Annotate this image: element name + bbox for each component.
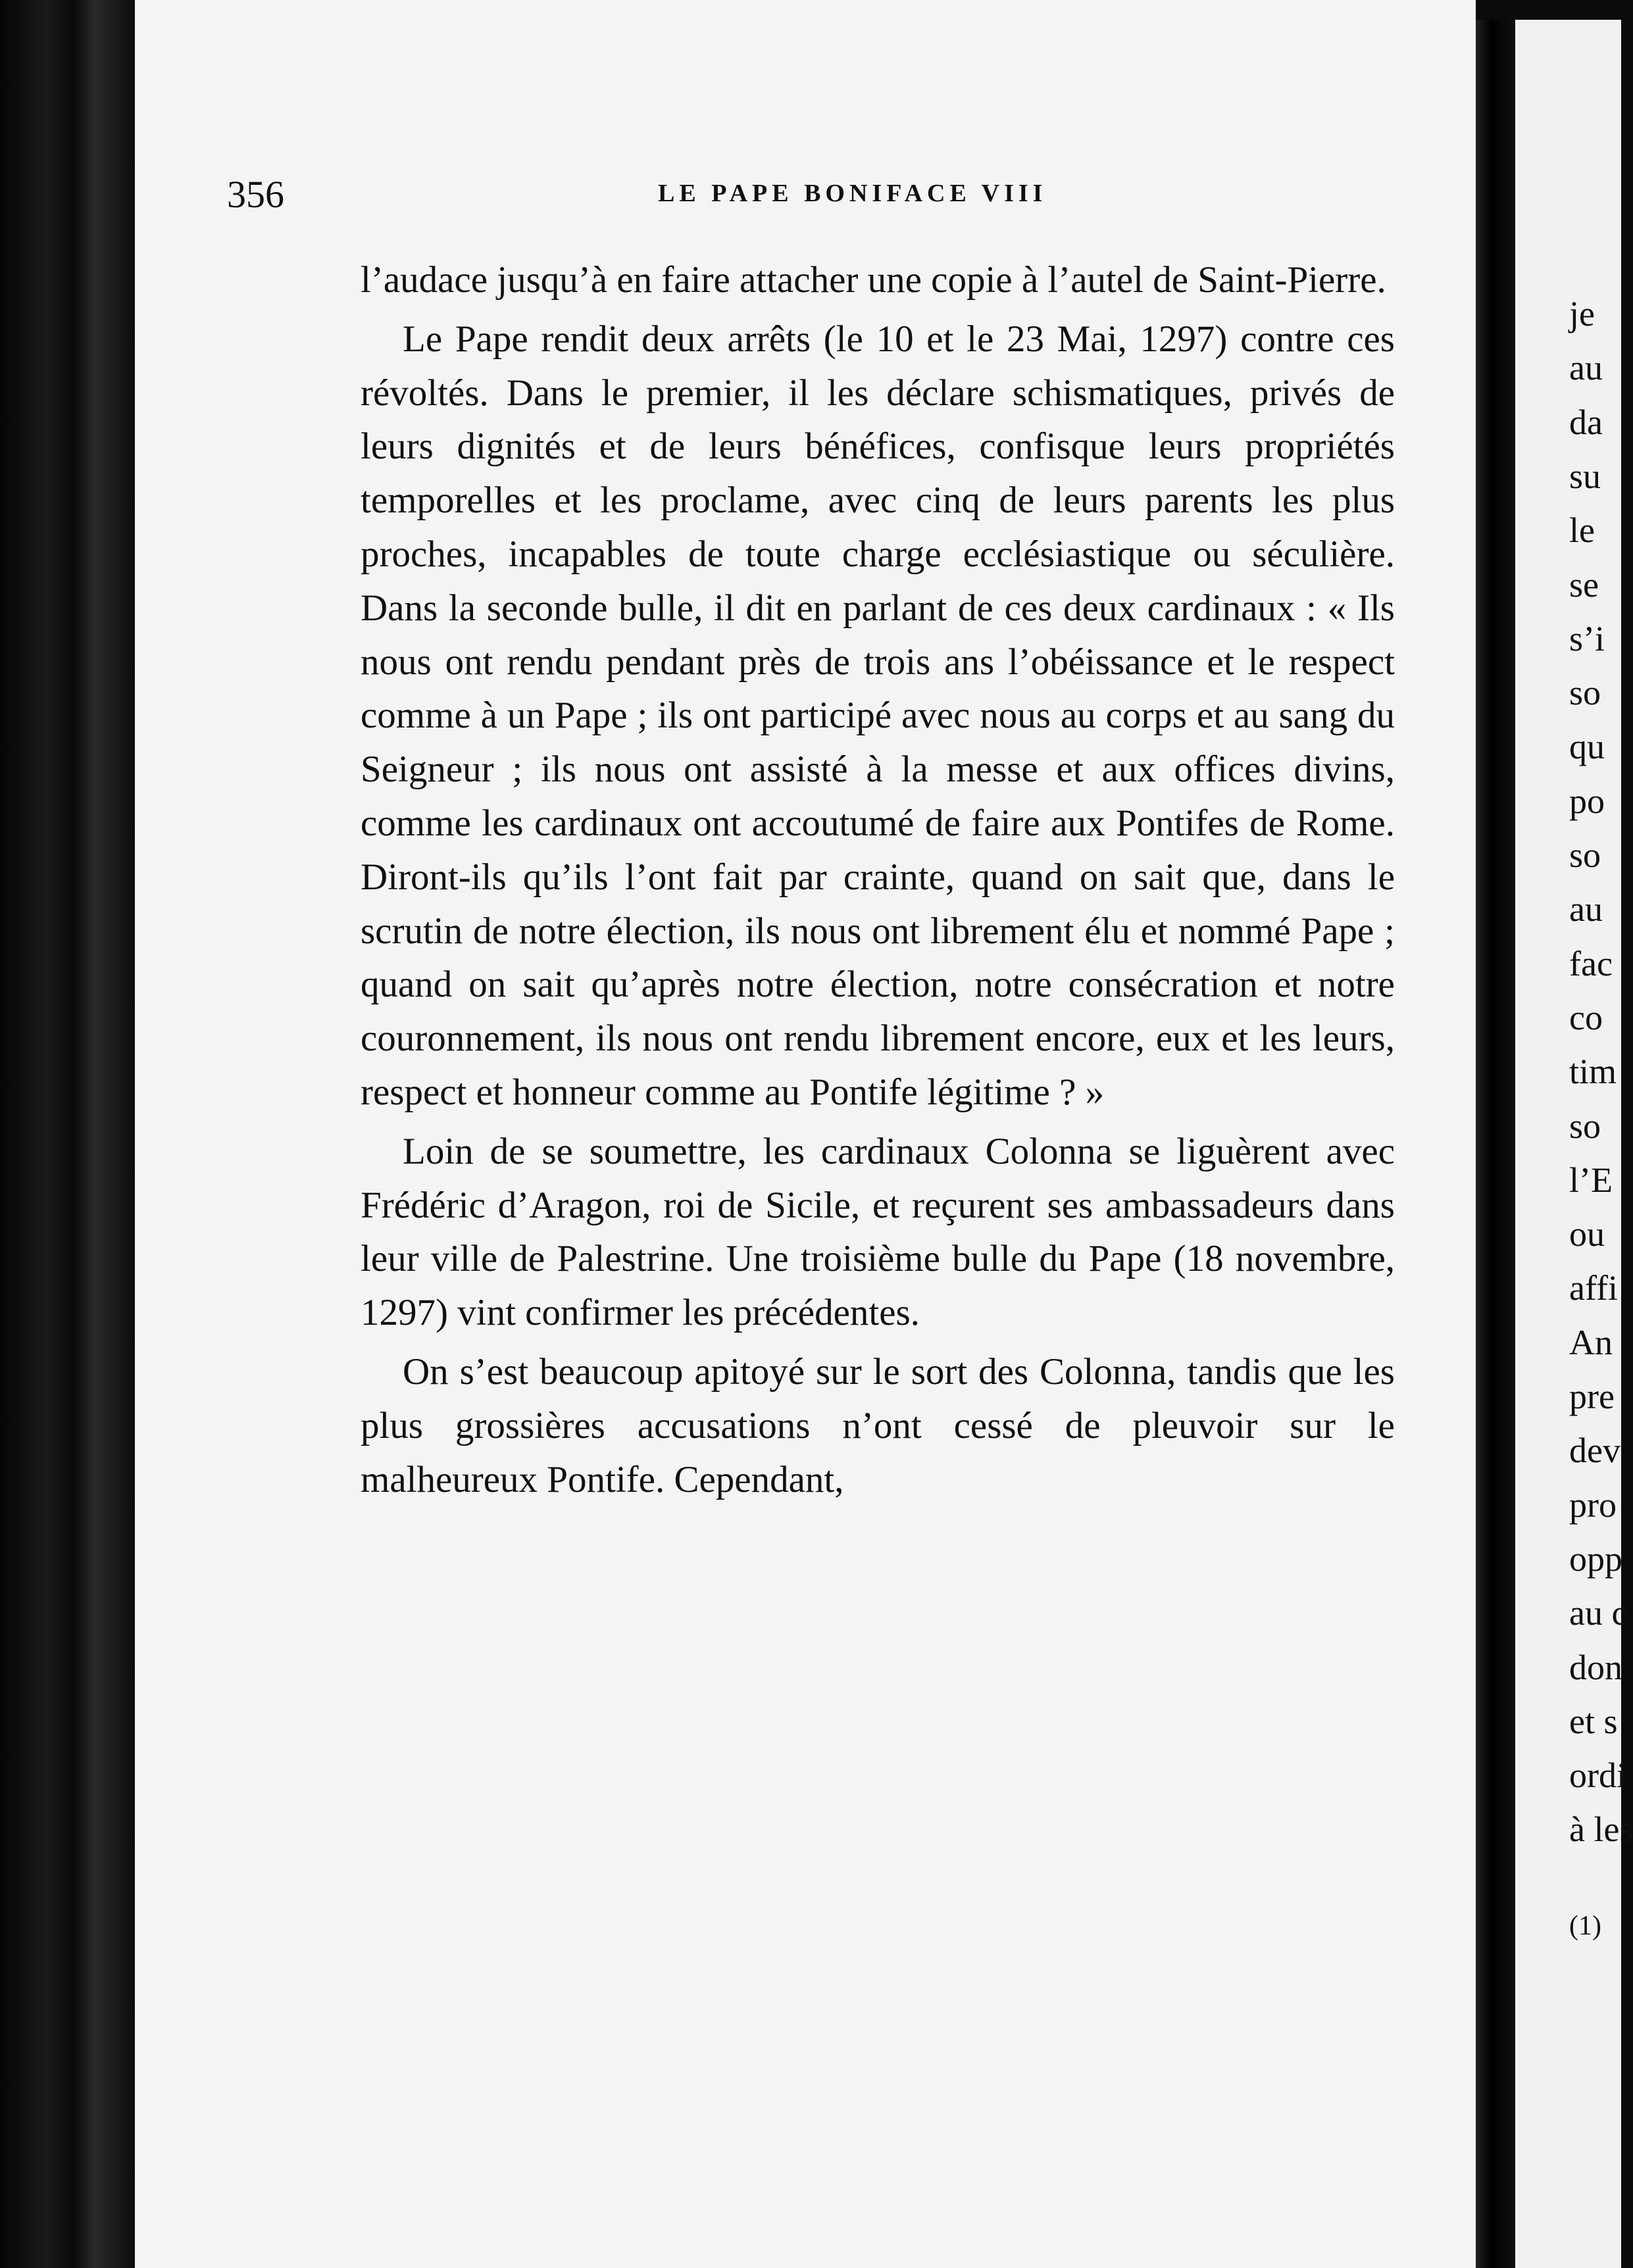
adjacent-page-line: so	[1569, 1106, 1601, 1146]
adjacent-page-line: s’i	[1569, 618, 1605, 658]
adjacent-page-line: pro	[1569, 1485, 1617, 1525]
book-binding-gutter	[0, 0, 135, 2268]
adjacent-page-line: l’E	[1569, 1160, 1613, 1200]
adjacent-page-line: à les	[1569, 1810, 1633, 1850]
adjacent-page-line: po	[1569, 781, 1605, 821]
paragraph-3: Loin de se soumettre, les cardinaux Colonna se liguèrent avec Frédéric d’Aragon, roi de Sicile, et reçurent ses ambassadeurs dans leur ville de Palestrine. Une troisième bulle du Pape (18 novembre, 1297) vint confirmer les précédentes.	[361, 1130, 1395, 1334]
body-text	[361, 253, 1395, 1512]
adjacent-page-line: dev	[1569, 1431, 1620, 1471]
adjacent-page-line: tim	[1569, 1052, 1617, 1092]
paragraph-2: Le Pape rendit deux arrêts (le 10 et le 23 Mai, 1297) contre ces révoltés. Dans le premier, il les déclare schismatiques, privés de leurs dignités et de leurs bénéfices, confisque leurs propriétés temporelles et les proclame, avec cinq de leurs parents les plus proches, incapables de toute charge ecclésiastique ou séculière. Dans la seconde bulle, il dit en parlant de ces deux cardinaux : « Ils nous ont rendu pendant près de trois ans l’obéissance et le respect comme à un Pape ; ils ont participé avec nous au corps et au sang du Seigneur ; ils nous ont assisté à la messe et aux offices divins, comme les cardinaux ont accoutumé de faire aux Pontifes de Rome. Diront-ils qu’ils l’ont fait par crainte, quand on sait que, dans le scrutin de notre élection, ils nous ont librement élu et nommé Pape ; quand on sait qu’après notre élection, notre consécration et notre couronnement, ils nous ont rendu librement encore, eux et les leurs, respect et honneur comme au Pontife légitime ? »	[361, 318, 1395, 1113]
adjacent-page-line: au	[1569, 889, 1603, 929]
adjacent-page-fragment	[1515, 20, 1633, 2268]
adjacent-page-line: su	[1569, 456, 1601, 496]
adjacent-page-line: je	[1569, 294, 1595, 333]
adjacent-page-line: (1)	[1569, 1910, 1601, 1941]
page-gap-shadow	[1476, 20, 1515, 2268]
adjacent-page-line: so	[1569, 673, 1601, 713]
adjacent-page-line: opp	[1569, 1539, 1622, 1579]
adjacent-page-line: pre	[1569, 1377, 1615, 1416]
adjacent-page-line: ordi	[1569, 1756, 1626, 1796]
adjacent-page-line: affi	[1569, 1268, 1618, 1308]
adjacent-page-line: co	[1569, 997, 1603, 1037]
adjacent-page-line: don	[1569, 1647, 1622, 1687]
adjacent-page-line: da	[1569, 402, 1603, 442]
running-title: LE PAPE BONIFACE VIII	[658, 180, 1047, 207]
adjacent-page-line: An	[1569, 1322, 1613, 1362]
page-number: 356	[227, 173, 284, 216]
adjacent-page-line: qu	[1569, 727, 1605, 767]
adjacent-page-line: fac	[1569, 943, 1613, 983]
adjacent-page-line: ou	[1569, 1214, 1605, 1254]
paragraph-4: On s’est beaucoup apitoyé sur le sort des Colonna, tandis que les plus grossières accusations n’ont cessé de pleuvoir sur le malheureux Pontife. Cependant,	[361, 1350, 1395, 1500]
adjacent-page-line: au c	[1569, 1593, 1628, 1633]
adjacent-page-line: le	[1569, 510, 1595, 551]
adjacent-page-line: et s	[1569, 1701, 1618, 1741]
adjacent-page-line: so	[1569, 835, 1601, 875]
adjacent-page-line: se	[1569, 564, 1599, 604]
page-header	[227, 172, 1395, 218]
paragraph-1: l’audace jusqu’à en faire attacher une copie à l’autel de Saint-Pierre.	[361, 259, 1386, 301]
adjacent-page-line: au	[1569, 348, 1603, 388]
